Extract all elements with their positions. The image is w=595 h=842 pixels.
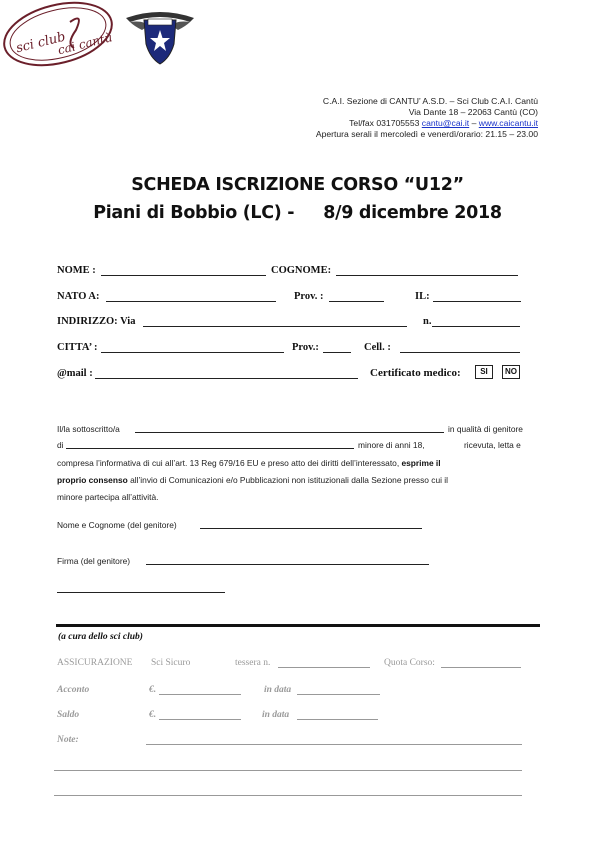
mail-field[interactable] [95, 378, 358, 379]
acconto-data-field[interactable] [297, 694, 380, 695]
minore-field[interactable] [66, 448, 354, 449]
nato-a-field[interactable] [106, 301, 276, 302]
sottoscritto-field[interactable] [135, 432, 444, 433]
nome-genitore-label: Nome e Cognome (del genitore) [57, 520, 177, 530]
svg-text:cai cantù: cai cantù [56, 30, 114, 58]
citta-field[interactable] [101, 352, 284, 353]
dash: – [471, 118, 477, 128]
consenso-text: proprio consenso [57, 475, 128, 485]
quota-corso-field[interactable] [441, 667, 521, 668]
note-field-line-3[interactable] [54, 795, 522, 796]
telephone-fax: Tel/fax 031705553 [349, 118, 420, 128]
club-section-heading: (a cura dello sci club) [58, 632, 143, 642]
mail-label: @mail : [57, 368, 93, 379]
note-label: Note: [57, 735, 79, 745]
acconto-data-label: in data [264, 685, 292, 695]
numero-label: n. [423, 316, 432, 327]
firma-extra-line[interactable] [57, 592, 225, 593]
declaration-line-2b: minore di anni 18, [358, 440, 425, 450]
cai-emblem-logo [124, 8, 196, 68]
declaration-line-3 [57, 458, 441, 468]
prov-label: Prov. : [294, 291, 324, 302]
nome-label: NOME : [57, 265, 96, 276]
prov-field[interactable] [329, 301, 384, 302]
contact-line [349, 118, 538, 128]
tessera-field[interactable] [278, 667, 370, 668]
declaration-line-1b: in qualità di genitore [448, 424, 523, 434]
nato-a-label: NATO A: [57, 291, 100, 302]
cognome-field[interactable] [336, 275, 518, 276]
declaration-line-2c: ricevuta, letta e [464, 440, 521, 450]
acconto-label: Acconto [57, 685, 90, 695]
form-title: SCHEDA ISCRIZIONE CORSO “U12” [131, 175, 464, 195]
saldo-field[interactable] [159, 719, 241, 720]
form-subtitle: Piani di Bobbio (LC) - 8/9 dicembre 2018 [93, 203, 502, 223]
tessera-label: tessera n. [235, 658, 271, 668]
opening-hours: Apertura serali il mercoledì e venerdì/orario: 21.15 – 23.00 [315, 129, 538, 139]
prov-2-label: Prov.: [292, 342, 319, 353]
sci-club-logo [0, 0, 120, 68]
firma-genitore-label: Firma (del genitore) [57, 556, 131, 566]
website-link[interactable]: www.caicantu.it [478, 118, 538, 128]
il-field[interactable] [433, 301, 521, 302]
cell-label: Cell. : [364, 342, 391, 353]
quota-corso-label: Quota Corso: [384, 658, 435, 668]
assicurazione-label: ASSICURAZIONE [57, 658, 133, 668]
email-link[interactable]: cantu@cai.it [421, 118, 470, 128]
certificato-no-checkbox[interactable]: NO [502, 365, 520, 379]
certificato-medico-label: Certificato medico: [370, 367, 461, 379]
cognome-label: COGNOME: [271, 265, 332, 276]
declaration-line-1a: Il/la sottoscritto/a [57, 424, 120, 434]
saldo-data-field[interactable] [297, 719, 378, 720]
numero-field[interactable] [432, 326, 520, 327]
declaration-line-2a: di [57, 440, 64, 450]
address-line-1: C.A.I. Sezione di CANTU’ A.S.D. – Sci Club C.A.I. Cantù [322, 96, 538, 106]
cell-field[interactable] [400, 352, 520, 353]
note-field-line-2[interactable] [54, 770, 522, 771]
saldo-data-label: in data [262, 710, 290, 720]
svg-text:sci club: sci club [14, 29, 68, 57]
saldo-euro-label: €. [149, 710, 157, 720]
nome-field[interactable] [101, 275, 266, 276]
acconto-euro-label: €. [149, 685, 157, 695]
declaration-line-4b: all’invio di Comunicazioni e/o Pubblicazioni non istituzionali dalla Sezione presso cui il [130, 475, 449, 485]
indirizzo-label: INDIRIZZO: Via [57, 316, 136, 327]
saldo-label: Saldo [57, 710, 80, 720]
note-field-line-1[interactable] [146, 744, 522, 745]
firma-genitore-field[interactable] [146, 564, 429, 565]
citta-label: CITTA’ : [57, 342, 98, 353]
prov-2-field[interactable] [323, 352, 351, 353]
acconto-field[interactable] [159, 694, 241, 695]
section-separator [56, 624, 540, 627]
declaration-line-5: minore partecipa all’attività. [57, 492, 159, 502]
declaration-line-4 [57, 475, 448, 485]
indirizzo-field[interactable] [143, 326, 407, 327]
il-label: IL: [415, 291, 430, 302]
certificato-si-checkbox[interactable]: SI [475, 365, 493, 379]
sci-sicuro-label: Sci Sicuro [151, 658, 191, 668]
address-line-2: Via Dante 18 – 22063 Cantù (CO) [408, 107, 538, 117]
declaration-line-3b: esprime il [401, 458, 441, 468]
nome-genitore-field[interactable] [200, 528, 422, 529]
declaration-line-3a: compresa l’informativa di cui all’art. 13 Reg 679/16 EU e preso atto dei diritti dell’interessato, [57, 458, 400, 468]
